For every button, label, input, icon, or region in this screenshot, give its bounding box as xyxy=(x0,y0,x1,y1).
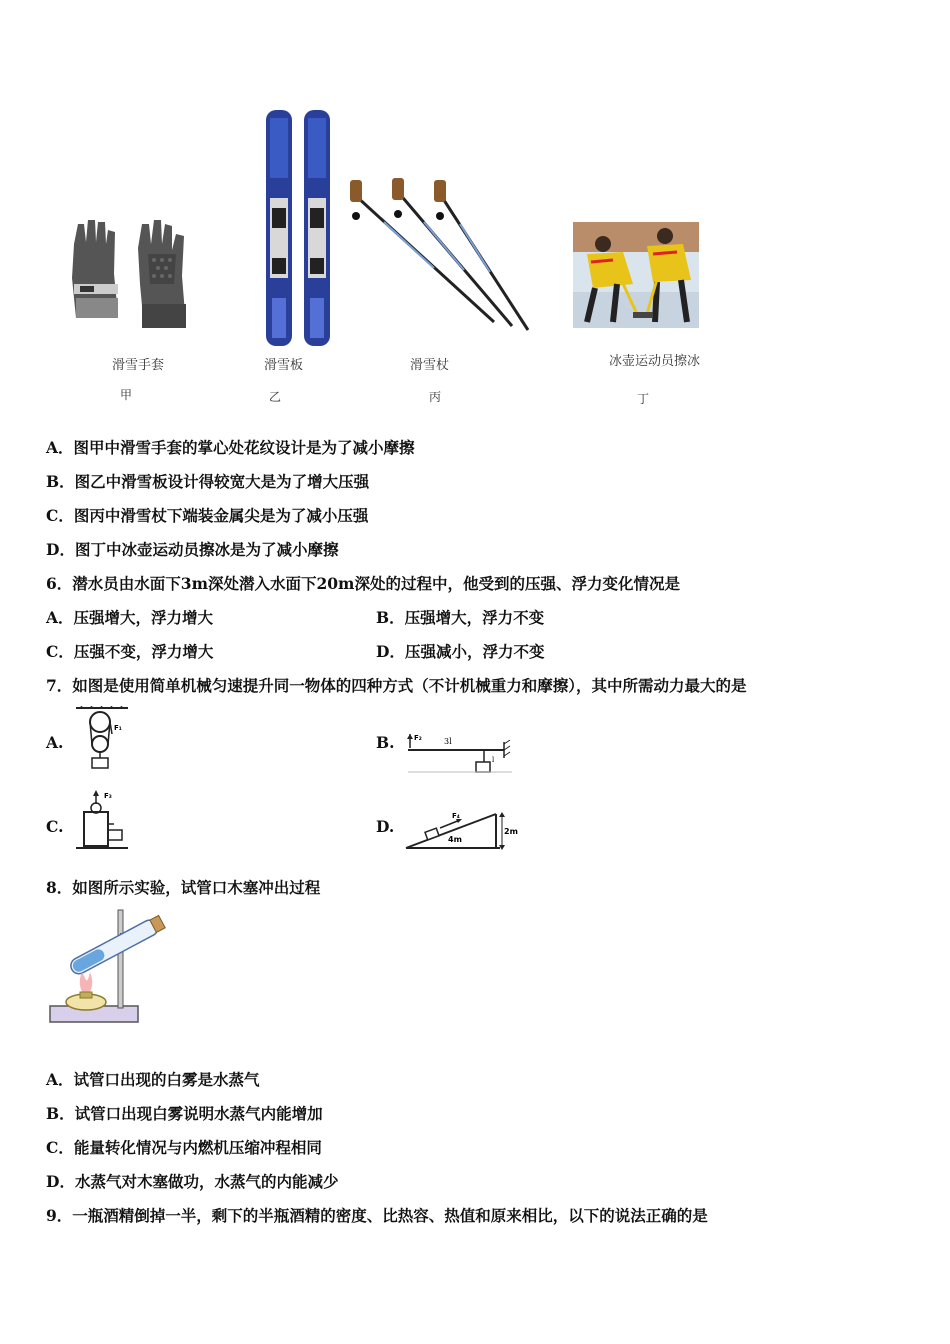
q7-c-force-label: F₃ xyxy=(104,792,112,800)
q7-b-length-l: l xyxy=(492,756,495,764)
curling-image xyxy=(573,222,699,328)
q7-figure-d-incline xyxy=(404,810,520,852)
q7-d-slope-length: 4m xyxy=(448,835,462,844)
q7-figure-c-wheel-axle xyxy=(74,788,130,852)
q8-option-c: C．能量转化情况与内燃机压缩冲程相同 xyxy=(46,1138,322,1157)
image-caption-gloves: 滑雪手套 xyxy=(112,358,165,373)
q7-b-length-3l: 3l xyxy=(444,737,452,746)
image-label-yi: 乙 xyxy=(269,390,282,404)
q8-stem: 8．如图所示实验，试管口木塞冲出过程 xyxy=(46,878,321,897)
q7-d-force-label: F₄ xyxy=(452,812,460,820)
q6-stem: 6．潜水员由水面下3m深处潜入水面下20m深处的过程中，他受到的压强、浮力变化情况是 xyxy=(46,574,680,593)
q9-stem: 9．一瓶酒精倒掉一半，剩下的半瓶酒精的密度、比热容、热值和原来相比，以下的说法正确的是 xyxy=(46,1206,708,1225)
q7-option-d-label: D. xyxy=(376,817,395,836)
q7-figure-a-movable-pulley xyxy=(74,706,130,772)
q7-a-force-label: F₁ xyxy=(114,724,122,732)
q7-option-a-label: A. xyxy=(46,733,64,752)
q5-option-c: C．图丙中滑雪杖下端装金属尖是为了减小压强 xyxy=(46,506,369,525)
ski-poles-image xyxy=(344,172,536,336)
image-label-jia: 甲 xyxy=(120,388,133,402)
q7-figure-b-lever xyxy=(404,732,516,774)
q8-option-a: A．试管口出现的白雾是水蒸气 xyxy=(46,1070,260,1089)
q8-option-b: B．试管口出现白雾说明水蒸气内能增加 xyxy=(46,1104,323,1123)
q8-test-tube-apparatus xyxy=(46,906,170,1030)
image-label-ding: 丁 xyxy=(637,392,650,406)
q7-b-force-label: F₂ xyxy=(414,734,422,742)
image-caption-curling: 冰壶运动员擦冰 xyxy=(609,354,701,369)
image-caption-skis: 滑雪板 xyxy=(264,358,304,373)
q7-d-height: 2m xyxy=(504,827,518,836)
q7-option-c-label: C. xyxy=(46,817,64,836)
q6-option-b: B．压强增大，浮力不变 xyxy=(376,608,545,627)
q6-option-c: C．压强不变，浮力增大 xyxy=(46,642,214,661)
image-caption-poles: 滑雪杖 xyxy=(410,358,450,373)
q6-option-d: D．压强减小，浮力不变 xyxy=(376,642,545,661)
q7-option-b-label: B. xyxy=(376,733,395,752)
q8-option-d: D．水蒸气对木塞做功，水蒸气的内能减少 xyxy=(46,1172,339,1191)
q7-stem: 7．如图是使用简单机械匀速提升同一物体的四种方式（不计机械重力和摩擦），其中所需动力最大的是 xyxy=(46,676,747,695)
q5-option-b: B．图乙中滑雪板设计得较宽大是为了增大压强 xyxy=(46,472,370,491)
skis-image xyxy=(262,108,334,348)
q6-option-a: A．压强增大，浮力增大 xyxy=(46,608,214,627)
ski-gloves-image xyxy=(64,214,192,334)
q5-option-a: A．图甲中滑雪手套的掌心处花纹设计是为了减小摩擦 xyxy=(46,438,415,457)
q5-option-d: D．图丁中冰壶运动员擦冰是为了减小摩擦 xyxy=(46,540,339,559)
image-label-bing: 丙 xyxy=(429,390,442,404)
